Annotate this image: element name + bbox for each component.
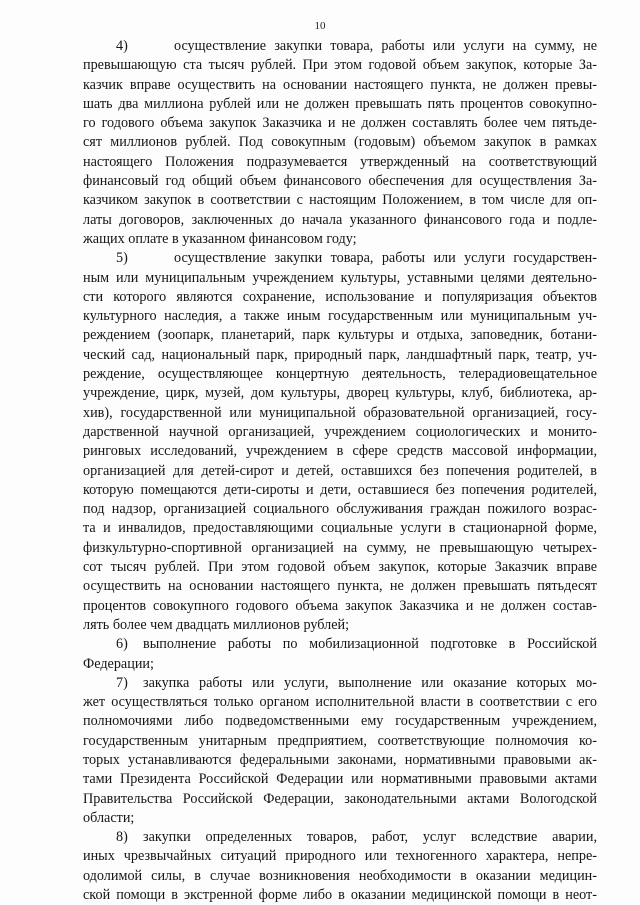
list-item-text: закупки определенных товаров, работ, услуг вследствие аварии, bbox=[143, 829, 597, 846]
text-line: осуществить на основании настоящего пункта, не должен превышать пятьдесят bbox=[83, 578, 597, 595]
list-item-number: 7) bbox=[116, 674, 128, 691]
list-item-7 bbox=[83, 674, 597, 828]
list-item-first-line bbox=[83, 37, 597, 56]
text-line: латы договоров, заключенных до начала указанного финансового года и подле- bbox=[83, 211, 597, 228]
text-line: казчиком закупок в соответствии с настоящим Положением, в том числе для оп- bbox=[83, 192, 597, 209]
text-line: одолимой силы, в случае возникновения необходимости в оказании медицин- bbox=[83, 867, 597, 884]
text-line: физкультурно-спортивной организацией на сумму, не превышающую четырех- bbox=[83, 539, 597, 556]
text-line: тами Президента Российской Федерации или нормативными правовыми актами bbox=[83, 771, 597, 788]
text-line: казчик вправе осуществить на основании настоящего пункта, не должен превы- bbox=[83, 76, 597, 93]
text-line: торых устанавливаются федеральными законами, нормативными правовыми ак- bbox=[83, 751, 597, 768]
text-line: полномочиями либо подведомственными ему государственным учреждением, bbox=[83, 713, 597, 730]
list-item-first-line bbox=[83, 674, 597, 693]
text-line: реждением (зоопарк, планетарий, парк культуры и отдыха, заповедник, ботани- bbox=[83, 327, 597, 344]
text-line: жащих оплате в указанном финансовом году; bbox=[83, 230, 357, 247]
list-item-number: 8) bbox=[116, 829, 128, 846]
text-line: ринговых исследований, учреждением в сфере средств массовой информации, bbox=[83, 443, 597, 460]
text-line: иных чрезвычайных ситуаций природного или техногенного характера, непре- bbox=[83, 848, 597, 865]
text-line: дарственной научной организацией, учреждением социологических и монито- bbox=[83, 423, 597, 440]
text-line: области; bbox=[83, 809, 135, 826]
list-item-number: 5) bbox=[116, 250, 128, 267]
text-line: сят миллионов рублей. Под совокупным (годовым) объемом закупок в рамках bbox=[83, 134, 597, 151]
text-line: ческий сад, национальный парк, природный парк, ландшафтный парк, театр, уч- bbox=[83, 346, 597, 363]
page-number: 10 bbox=[314, 20, 326, 32]
text-line: культурного наследия, а также иным государственным или муниципальным уч- bbox=[83, 308, 597, 325]
text-line: сти которого являются сохранение, использование и популяризация объектов bbox=[83, 288, 597, 305]
text-line: настоящего Положения подразумевается утвержденный на соответствующий bbox=[83, 153, 597, 170]
list-item-5 bbox=[83, 249, 597, 635]
text-line: организацией для детей-сирот и детей, оставшихся без попечения родителей, в bbox=[83, 462, 597, 479]
text-line: сот тысяч рублей. При этом годовой объем закупок, которые Заказчик вправе bbox=[83, 559, 597, 576]
list-item-text: закупка работы или услуги, выполнение или оказание которых мо- bbox=[143, 674, 597, 691]
list-item-text: осуществление закупки товара, работы или услуги государствен- bbox=[174, 250, 597, 267]
list-item-first-line bbox=[83, 828, 597, 847]
document-body bbox=[83, 37, 597, 905]
text-line: процентов совокупного годового объема закупок Заказчика и не должен состав- bbox=[83, 597, 597, 614]
list-item-first-line bbox=[83, 249, 597, 268]
text-line: учреждение, цирк, музей, дом культуры, дворец культуры, клуб, библиотека, ар- bbox=[83, 385, 597, 402]
list-item-4 bbox=[83, 37, 597, 249]
list-item-number: 6) bbox=[116, 636, 128, 653]
text-line: Федерации; bbox=[83, 655, 154, 672]
list-item-text: выполнение работы по мобилизационной подготовке в Российской bbox=[143, 636, 597, 653]
text-line: под надзор, организацией социального обслуживания граждан пожилого возрас- bbox=[83, 501, 597, 518]
list-item-8 bbox=[83, 828, 597, 905]
text-line: шать два миллиона рублей или не должен превышать пять процентов совокупно- bbox=[83, 95, 597, 112]
text-line: реждение, осуществляющее концертную деятельность, телерадиовещательное bbox=[83, 366, 597, 383]
list-item-text: осуществление закупки товара, работы или услуги на сумму, не bbox=[174, 38, 597, 54]
list-item-6 bbox=[83, 635, 597, 674]
text-line: го годового объема закупок Заказчика и не должен составлять более чем пятьде- bbox=[83, 115, 597, 132]
text-line: которую помещаются дети-сироты и дети, оставшиеся без попечения родителей, bbox=[83, 481, 597, 498]
text-line: Правительства Российской Федерации, законодательными актами Вологодской bbox=[83, 790, 597, 807]
text-line: государственным унитарным предприятием, соответствующие полномочия ко- bbox=[83, 732, 597, 749]
text-line: лять более чем двадцать миллионов рублей; bbox=[83, 616, 350, 633]
text-line: хив), государственной или муниципальной образовательной организацией, госу- bbox=[83, 404, 597, 421]
text-line: ным или муниципальным учреждением культуры, уставными целями деятельно- bbox=[83, 269, 597, 286]
text-line: та и инвалидов, предоставляющими социальные услуги в стационарной форме, bbox=[83, 520, 597, 537]
text-line: превышающую ста тысяч рублей. При этом годовой объем закупок, которые За- bbox=[83, 57, 597, 74]
list-item-number: 4) bbox=[116, 38, 128, 54]
text-line: ской помощи в экстренной форме либо в оказании медицинской помощи в неот- bbox=[83, 887, 597, 904]
list-item-first-line bbox=[83, 635, 597, 654]
text-line: жет осуществляться только органом исполнительной власти в соответствии с его bbox=[83, 694, 597, 711]
text-line: финансовый год общий объем финансового обеспечения для осуществления За- bbox=[83, 173, 597, 190]
